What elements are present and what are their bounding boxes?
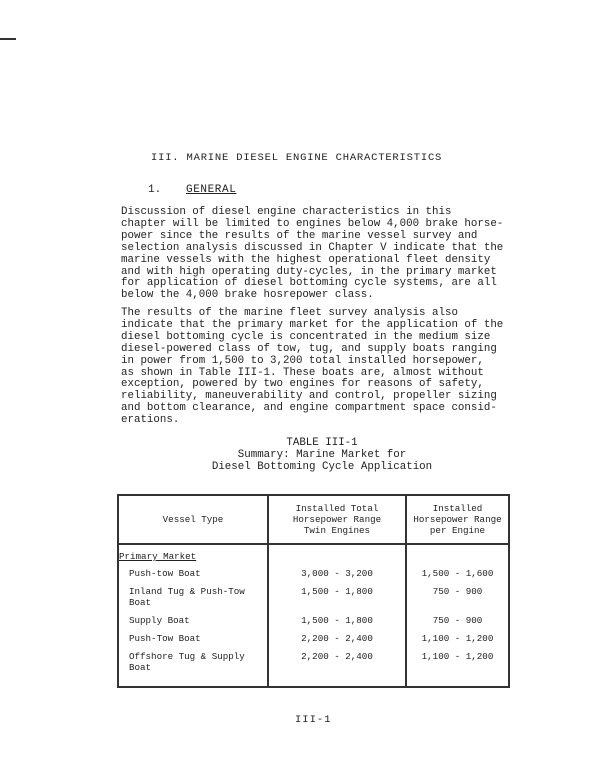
total-hp-cell: 2,200 - 2,400 [268,649,406,678]
group-label: Primary Market [119,551,197,562]
paragraph-line: and bottom clearance, and engine compartment space consid- [121,402,497,415]
chapter-title: III. MARINE DIESEL ENGINE CHARACTERISTICS [151,152,443,164]
per-engine-hp-cell: 750 - 900 [432,586,483,597]
paragraph-line: chapter will be limited to engines below 4,000 brake horse- [121,217,504,230]
vessel-cell: Push-Tow Boat [118,631,268,649]
total-hp-cell: 1,500 - 1,800 [268,613,406,631]
table-row [118,566,509,584]
group-row [118,551,509,566]
total-hp-cell: 1,500 - 1,800 [268,584,406,613]
vessel-cell: Push-tow Boat [118,566,268,584]
table-row [118,584,509,613]
vessel-cell: Inland Tug & Push-Tow Boat [118,584,268,613]
table-caption [121,437,523,473]
paragraph-line: diesel-powered class of tow, tug, and supply boats ranging [121,342,497,355]
table-header-row [118,495,509,544]
paragraph-line: diesel bottoming cycle is concentrated in the medium size [121,330,491,343]
section-number: 1. [148,184,162,196]
section-heading [148,184,236,196]
per-engine-hp-cell: 1,100 - 1,200 [421,633,494,644]
paragraph-line: reliability, maneuverability and control, propeller sizing [121,390,497,403]
paragraph-line: in power from 1,500 to 3,200 total installed horsepower, [121,354,484,367]
paragraph-line: and with high operating duty-cycles, in the primary market [121,265,497,278]
paragraph-line: selection analysis discussed in Chapter V indicate that the [121,241,504,254]
paragraph-line: marine vessels with the highest operational fleet density [121,253,491,266]
paragraph-line: for application of diesel bottoming cycle systems, are all [121,277,497,290]
per-engine-hp-cell: 1,500 - 1,600 [421,568,494,579]
paragraph-line: power since the results of the marine vessel survey and [121,229,478,242]
paragraph-line: The results of the marine fleet survey analysis also [121,307,458,319]
header-vessel-type: Vessel Type [118,495,268,544]
total-hp-cell: 2,200 - 2,400 [268,631,406,649]
paragraph-2 [121,308,523,427]
table-number: TABLE III-1 [286,437,358,449]
paragraph-line: as shown in Table III-1. These boats are, almost without [121,366,484,379]
section-title: GENERAL [186,184,237,196]
table-subtitle: Summary: Marine Market for [237,449,407,461]
table-subtitle-2: Diesel Bottoming Cycle Application [211,461,433,473]
vessel-cell: Supply Boat [118,613,268,631]
per-engine-hp-cell: 750 - 900 [432,615,483,626]
table-row [118,649,509,678]
table-row [118,613,509,631]
paragraph-line: below the 4,000 brake hosrepower class. [121,289,374,302]
header-total-horsepower: Installed Total Horsepower Range Twin Engines [268,495,406,544]
page-number: III-1 [295,714,332,726]
paragraph-line: Discussion of diesel engine characteristics in this [121,206,452,218]
market-table [117,494,510,688]
total-hp-cell: 3,000 - 3,200 [268,566,406,584]
vessel-cell: Offshore Tug & Supply Boat [118,649,268,678]
paragraph-line: indicate that the primary market for the application of the [121,318,504,331]
paragraph-line: erations. [121,414,180,427]
margin-mark [0,38,16,40]
paragraph-1 [121,207,523,302]
per-engine-hp-cell: 1,100 - 1,200 [421,651,494,662]
paragraph-line: exception, powered by two engines for reasons of safety, [121,378,484,391]
table-row [118,631,509,649]
header-per-engine-horsepower: Installed Horsepower Range per Engine [406,495,509,544]
